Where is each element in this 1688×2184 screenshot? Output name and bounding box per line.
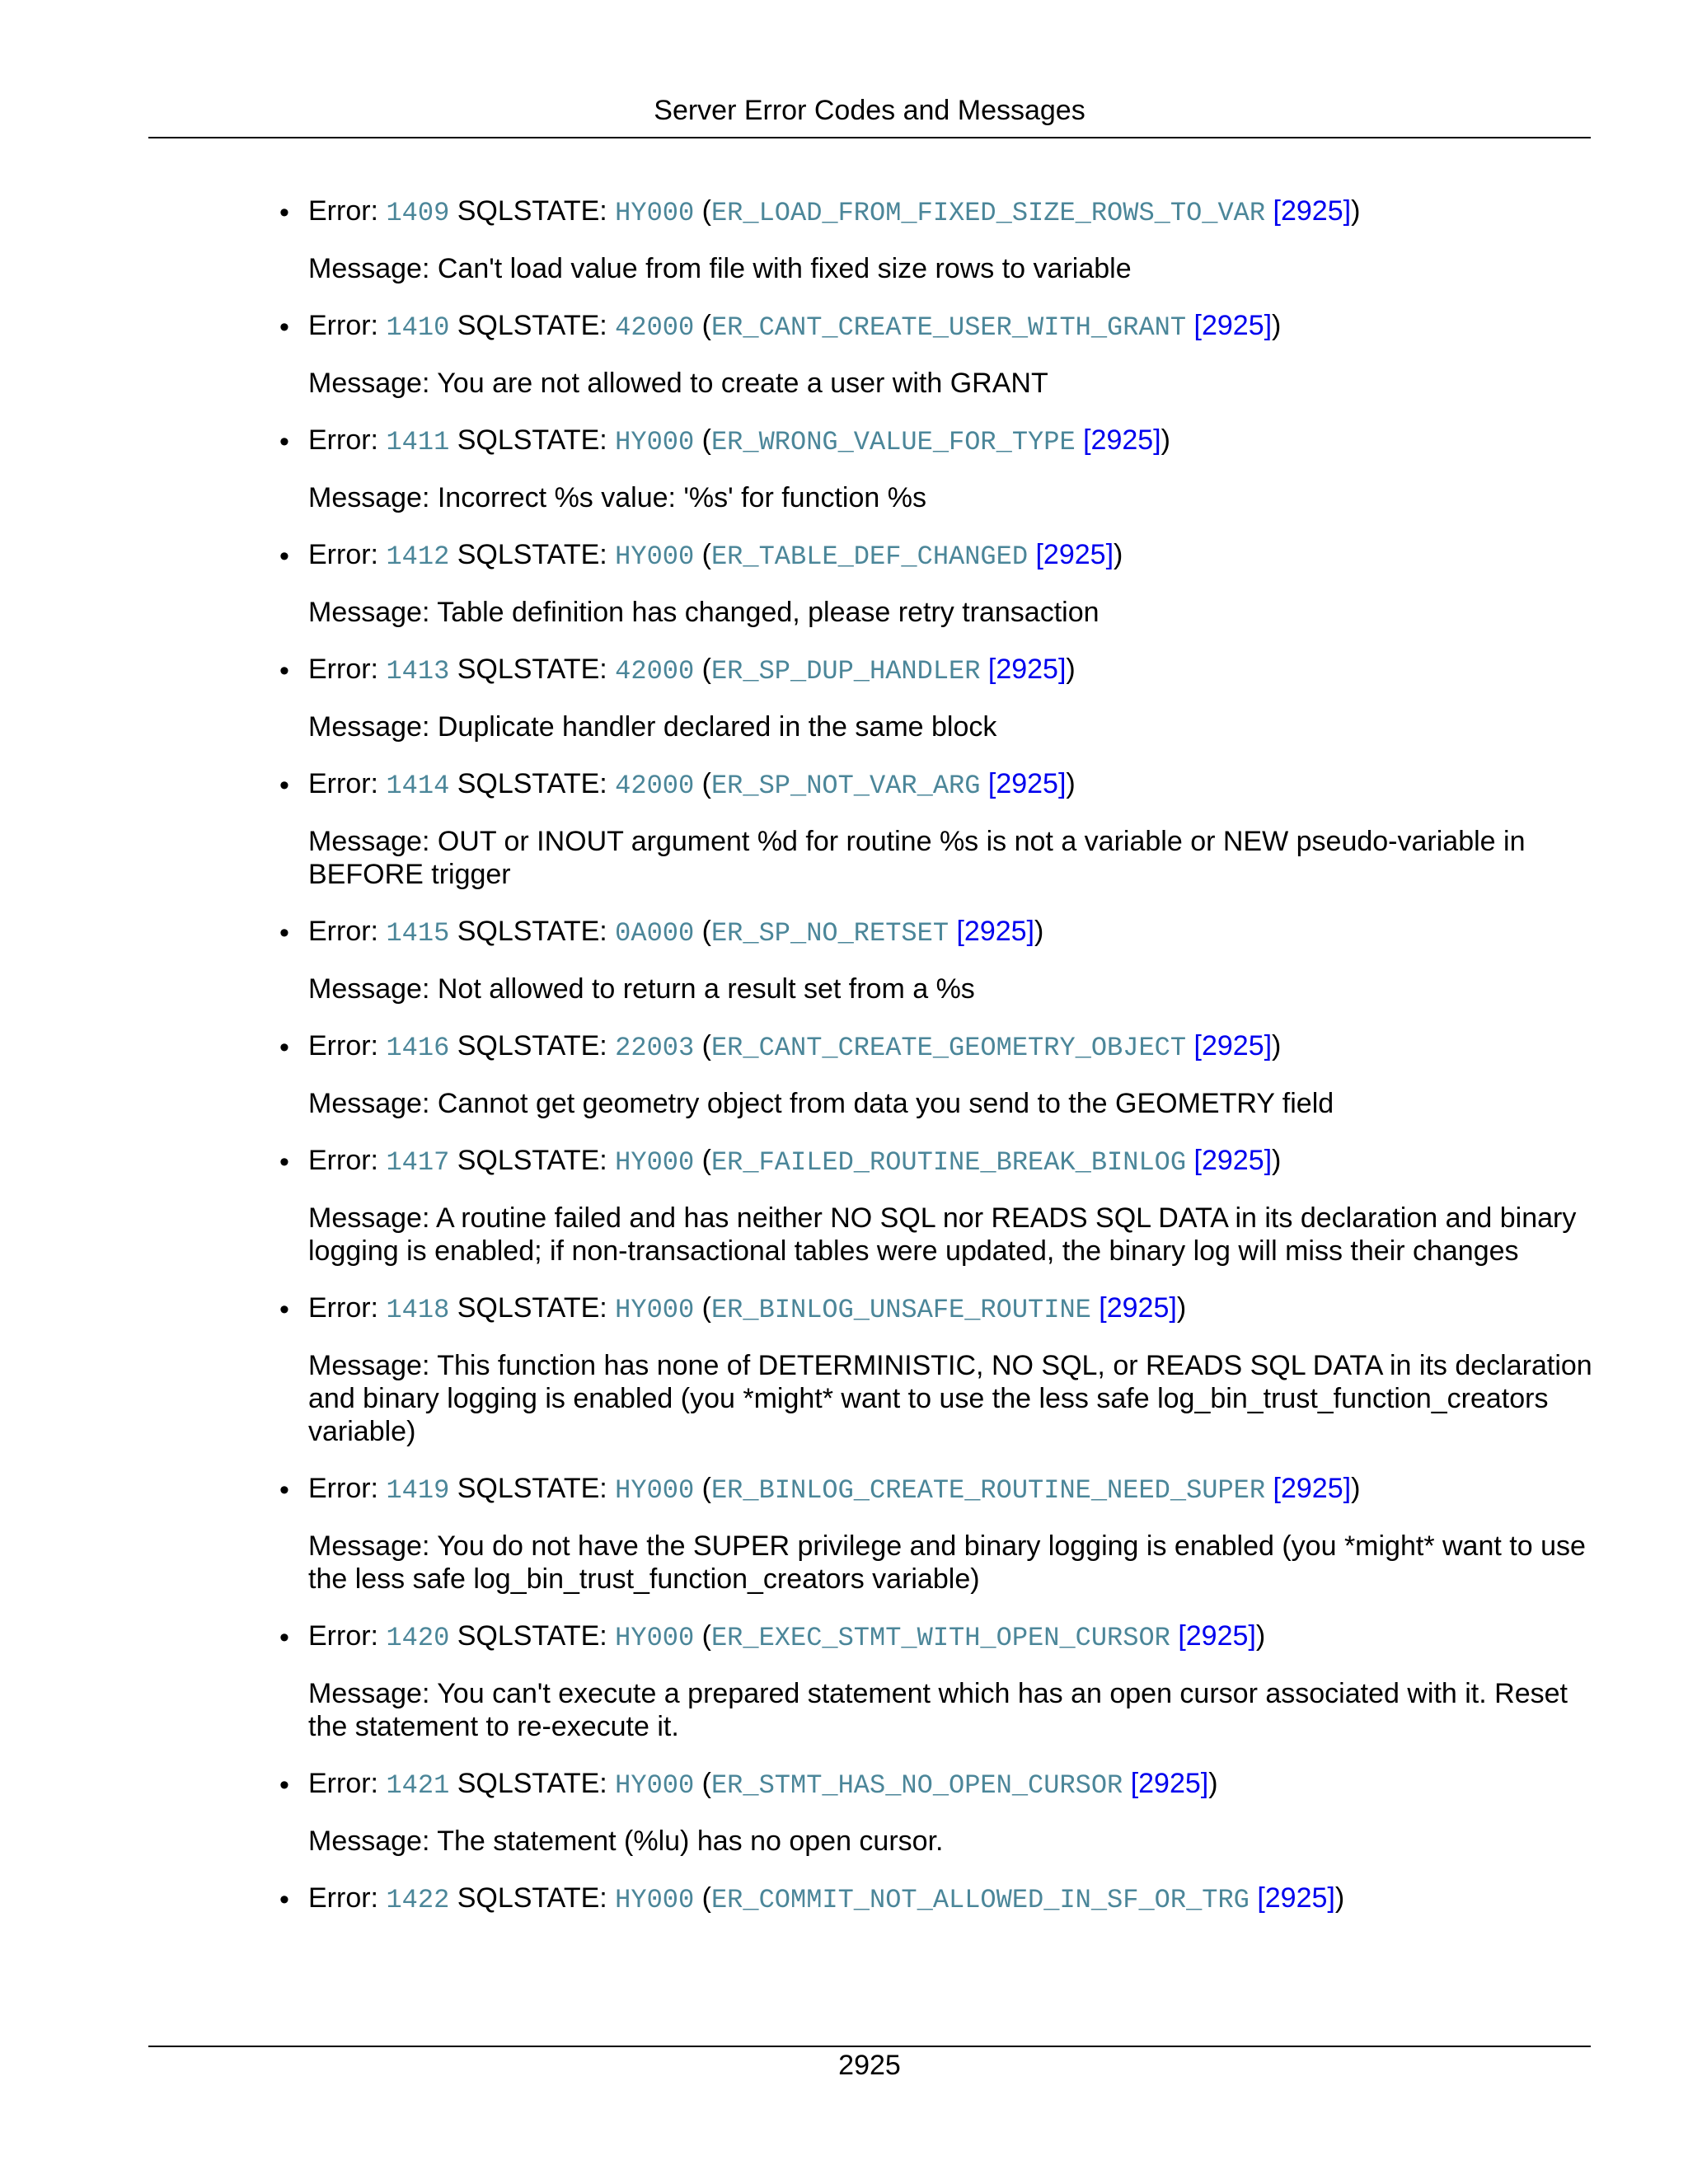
error-code: 1419	[386, 1475, 450, 1506]
error-symbol: ER_BINLOG_CREATE_ROUTINE_NEED_SUPER	[710, 1475, 1266, 1506]
error-message-line	[308, 1530, 1594, 1596]
open-paren: (	[701, 539, 711, 570]
bullet: •	[279, 770, 289, 801]
close-paren: )	[1272, 310, 1282, 341]
error-message: Can't load value from file with fixed size rows to variable	[437, 253, 1132, 284]
error-message-line	[308, 972, 1594, 1005]
error-symbol: ER_FAILED_ROUTINE_BREAK_BINLOG	[710, 1147, 1187, 1178]
error-label: Error:	[308, 1882, 387, 1914]
sqlstate-value: 42000	[615, 312, 695, 343]
error-symbol: ER_TABLE_DEF_CHANGED	[710, 541, 1029, 572]
error-line	[308, 420, 1594, 462]
sqlstate-label: SQLSTATE:	[457, 1620, 616, 1652]
bullet: •	[279, 197, 289, 228]
error-code: 1409	[386, 198, 450, 228]
page-reference-link[interactable]: [2925]	[1273, 195, 1352, 227]
sqlstate-value: HY000	[615, 1147, 695, 1178]
error-symbol: ER_CANT_CREATE_USER_WITH_GRANT	[710, 312, 1187, 343]
error-entry	[279, 1616, 1594, 1743]
page-header-title: Server Error Codes and Messages	[654, 95, 1085, 126]
bullet: •	[279, 312, 289, 343]
close-paren: )	[1066, 768, 1076, 799]
open-paren: (	[701, 1030, 711, 1062]
sqlstate-label: SQLSTATE:	[457, 424, 616, 456]
error-label: Error:	[308, 654, 387, 685]
close-paren: )	[1176, 1292, 1187, 1324]
error-symbol: ER_SP_NO_RETSET	[710, 918, 950, 949]
error-code: 1411	[386, 427, 450, 457]
message-label: Message:	[308, 1678, 438, 1709]
sqlstate-value: HY000	[615, 1885, 695, 1915]
error-label: Error:	[308, 1145, 387, 1176]
error-entry	[279, 420, 1594, 514]
bullet: •	[279, 1474, 289, 1506]
error-code: 1414	[386, 771, 450, 801]
error-message-line	[308, 252, 1594, 285]
message-label: Message:	[308, 253, 438, 284]
error-label: Error:	[308, 1473, 387, 1504]
page-reference-link[interactable]: [2925]	[1099, 1292, 1177, 1324]
error-code: 1416	[386, 1033, 450, 1063]
error-label: Error:	[308, 916, 387, 947]
error-code: 1420	[386, 1623, 450, 1653]
page-reference-link[interactable]: [2925]	[1193, 1145, 1273, 1176]
error-code: 1418	[386, 1295, 450, 1325]
bullet: •	[279, 1769, 289, 1801]
error-line	[308, 1469, 1594, 1511]
page-number: 2925	[838, 2050, 901, 2081]
error-message: A routine failed and has neither NO SQL nor READS SQL DATA in its declaration and binary logging is enabled; if non-transactional tables were updated, the binary log will miss their changes	[308, 1202, 1577, 1267]
error-code: 1422	[386, 1885, 450, 1915]
close-paren: )	[1208, 1768, 1218, 1799]
page-reference-link[interactable]: [2925]	[1257, 1882, 1335, 1914]
error-symbol: ER_EXEC_STMT_WITH_OPEN_CURSOR	[710, 1623, 1170, 1653]
error-line	[308, 1026, 1594, 1068]
error-entry	[279, 1141, 1594, 1268]
error-line	[308, 1764, 1594, 1806]
message-label: Message:	[308, 1088, 438, 1119]
error-symbol: ER_SP_NOT_VAR_ARG	[710, 771, 981, 801]
error-line	[308, 1141, 1594, 1183]
open-paren: (	[701, 1882, 711, 1914]
sqlstate-label: SQLSTATE:	[457, 539, 616, 570]
open-paren: (	[701, 1145, 711, 1176]
message-label: Message:	[308, 1530, 438, 1562]
error-entry	[279, 191, 1594, 285]
error-line	[308, 306, 1594, 348]
sqlstate-value: HY000	[615, 1770, 695, 1801]
error-message-line	[308, 1202, 1594, 1268]
error-message-line	[308, 825, 1594, 891]
error-label: Error:	[308, 310, 387, 341]
page-reference-link[interactable]: [2925]	[1193, 1030, 1273, 1062]
page-reference-link[interactable]: [2925]	[1035, 539, 1114, 570]
error-line	[308, 1288, 1594, 1330]
error-message-line	[308, 710, 1594, 743]
close-paren: )	[1272, 1145, 1282, 1176]
error-message: Table definition has changed, please retry transaction	[437, 597, 1100, 628]
message-label: Message:	[308, 482, 438, 513]
error-label: Error:	[308, 195, 387, 227]
bullet: •	[279, 541, 289, 572]
error-code: 1413	[386, 656, 450, 687]
error-entry	[279, 1878, 1594, 1920]
error-message-line	[308, 1087, 1594, 1120]
sqlstate-label: SQLSTATE:	[457, 768, 616, 799]
sqlstate-label: SQLSTATE:	[457, 1882, 616, 1914]
error-entry	[279, 535, 1594, 629]
open-paren: (	[701, 1620, 711, 1652]
error-message: You are not allowed to create a user with GRANT	[437, 368, 1048, 399]
page-reference-link[interactable]: [2925]	[956, 916, 1034, 947]
open-paren: (	[701, 1292, 711, 1324]
sqlstate-value: HY000	[615, 1295, 695, 1325]
error-code: 1421	[386, 1770, 450, 1801]
error-line	[308, 912, 1594, 954]
error-label: Error:	[308, 1768, 387, 1799]
error-symbol: ER_COMMIT_NOT_ALLOWED_IN_SF_OR_TRG	[710, 1885, 1250, 1915]
error-message-line	[308, 367, 1594, 400]
error-symbol: ER_SP_DUP_HANDLER	[710, 656, 981, 687]
error-label: Error:	[308, 1292, 387, 1324]
error-message: Duplicate handler declared in the same block	[437, 711, 997, 743]
error-message-line	[308, 596, 1594, 629]
open-paren: (	[701, 310, 711, 341]
page-reference-link[interactable]: [2925]	[1273, 1473, 1352, 1504]
message-label: Message:	[308, 368, 438, 399]
sqlstate-label: SQLSTATE:	[457, 1145, 616, 1176]
error-message: You do not have the SUPER privilege and binary logging is enabled (you *might* want to use the less safe log_bin_trust_function_creators variable)	[308, 1530, 1586, 1595]
close-paren: )	[1334, 1882, 1345, 1914]
sqlstate-value: HY000	[615, 541, 695, 572]
error-code: 1412	[386, 541, 450, 572]
error-label: Error:	[308, 1620, 387, 1652]
error-entry	[279, 912, 1594, 1005]
sqlstate-value: 22003	[615, 1033, 695, 1063]
error-list	[279, 191, 1594, 1941]
error-line	[308, 764, 1594, 806]
error-message-line	[308, 1825, 1594, 1858]
page-reference-link[interactable]: [2925]	[987, 654, 1067, 685]
error-symbol: ER_LOAD_FROM_FIXED_SIZE_ROWS_TO_VAR	[710, 198, 1266, 228]
close-paren: )	[1034, 916, 1044, 947]
error-code: 1410	[386, 312, 450, 343]
close-paren: )	[1351, 1473, 1361, 1504]
error-line	[308, 1616, 1594, 1658]
sqlstate-value: 42000	[615, 771, 695, 801]
error-message-line	[308, 1677, 1594, 1743]
bullet: •	[279, 917, 289, 949]
open-paren: (	[701, 654, 711, 685]
sqlstate-label: SQLSTATE:	[457, 1473, 616, 1504]
sqlstate-label: SQLSTATE:	[457, 1768, 616, 1799]
page-reference-link[interactable]: [2925]	[1193, 310, 1273, 341]
error-entry	[279, 1469, 1594, 1596]
close-paren: )	[1160, 424, 1170, 456]
bullet: •	[279, 426, 289, 457]
open-paren: (	[701, 1768, 711, 1799]
error-message-line	[308, 1349, 1594, 1448]
error-label: Error:	[308, 1030, 387, 1062]
open-paren: (	[701, 916, 711, 947]
open-paren: (	[701, 424, 711, 456]
error-entry	[279, 1026, 1594, 1120]
error-line	[308, 191, 1594, 233]
error-label: Error:	[308, 424, 387, 456]
error-entry	[279, 764, 1594, 891]
error-line	[308, 649, 1594, 691]
close-paren: )	[1066, 654, 1076, 685]
error-entry	[279, 649, 1594, 743]
open-paren: (	[701, 195, 711, 227]
open-paren: (	[701, 768, 711, 799]
message-label: Message:	[308, 711, 438, 743]
sqlstate-label: SQLSTATE:	[457, 310, 616, 341]
error-symbol: ER_STMT_HAS_NO_OPEN_CURSOR	[710, 1770, 1123, 1801]
sqlstate-label: SQLSTATE:	[457, 195, 616, 227]
message-label: Message:	[308, 597, 438, 628]
close-paren: )	[1255, 1620, 1266, 1652]
message-label: Message:	[308, 1825, 438, 1857]
bullet: •	[279, 655, 289, 687]
bullet: •	[279, 1884, 289, 1915]
message-label: Message:	[308, 826, 438, 857]
bullet: •	[279, 1622, 289, 1653]
close-paren: )	[1272, 1030, 1282, 1062]
error-entry	[279, 1288, 1594, 1448]
sqlstate-label: SQLSTATE:	[457, 1292, 616, 1324]
error-message: Incorrect %s value: '%s' for function %s	[437, 482, 926, 513]
page-reference-link[interactable]: [2925]	[1178, 1620, 1256, 1652]
sqlstate-label: SQLSTATE:	[457, 1030, 616, 1062]
error-entry	[279, 306, 1594, 400]
page-reference-link[interactable]: [2925]	[987, 768, 1067, 799]
sqlstate-value: HY000	[615, 1623, 695, 1653]
sqlstate-value: HY000	[615, 427, 695, 457]
page-reference-link[interactable]: [2925]	[1130, 1768, 1209, 1799]
message-label: Message:	[308, 1350, 438, 1381]
header-divider	[148, 137, 1591, 138]
message-label: Message:	[308, 973, 438, 1005]
sqlstate-value: HY000	[615, 198, 695, 228]
error-message: This function has none of DETERMINISTIC, NO SQL, or READS SQL DATA in its declaration and binary logging is enabled (you *might* want to use the less safe log_bin_trust_function_creators variable)	[308, 1350, 1592, 1447]
error-symbol: ER_BINLOG_UNSAFE_ROUTINE	[710, 1295, 1091, 1325]
close-paren: )	[1351, 195, 1361, 227]
page-reference-link[interactable]: [2925]	[1083, 424, 1161, 456]
error-message: OUT or INOUT argument %d for routine %s is not a variable or NEW pseudo-variable in BEFORE trigger	[308, 826, 1526, 890]
error-code: 1417	[386, 1147, 450, 1178]
error-message: The statement (%lu) has no open cursor.	[437, 1825, 944, 1857]
open-paren: (	[701, 1473, 711, 1504]
error-message: You can't execute a prepared statement which has an open cursor associated with it. Reset the statement to re-execute it.	[308, 1678, 1568, 1742]
error-symbol: ER_WRONG_VALUE_FOR_TYPE	[710, 427, 1076, 457]
message-label: Message:	[308, 1202, 436, 1234]
sqlstate-label: SQLSTATE:	[457, 916, 616, 947]
sqlstate-value: 42000	[615, 656, 695, 687]
footer-divider	[148, 2046, 1591, 2047]
bullet: •	[279, 1032, 289, 1063]
sqlstate-label: SQLSTATE:	[457, 654, 616, 685]
bullet: •	[279, 1294, 289, 1325]
sqlstate-value: 0A000	[615, 918, 695, 949]
error-line	[308, 1878, 1594, 1920]
sqlstate-value: HY000	[615, 1475, 695, 1506]
close-paren: )	[1114, 539, 1123, 570]
error-code: 1415	[386, 918, 450, 949]
error-message: Cannot get geometry object from data you send to the GEOMETRY field	[437, 1088, 1334, 1119]
error-message-line	[308, 481, 1594, 514]
error-label: Error:	[308, 539, 387, 570]
bullet: •	[279, 1146, 289, 1178]
error-symbol: ER_CANT_CREATE_GEOMETRY_OBJECT	[710, 1033, 1187, 1063]
error-message: Not allowed to return a result set from a %s	[437, 973, 975, 1005]
error-entry	[279, 1764, 1594, 1858]
error-line	[308, 535, 1594, 577]
error-label: Error:	[308, 768, 387, 799]
